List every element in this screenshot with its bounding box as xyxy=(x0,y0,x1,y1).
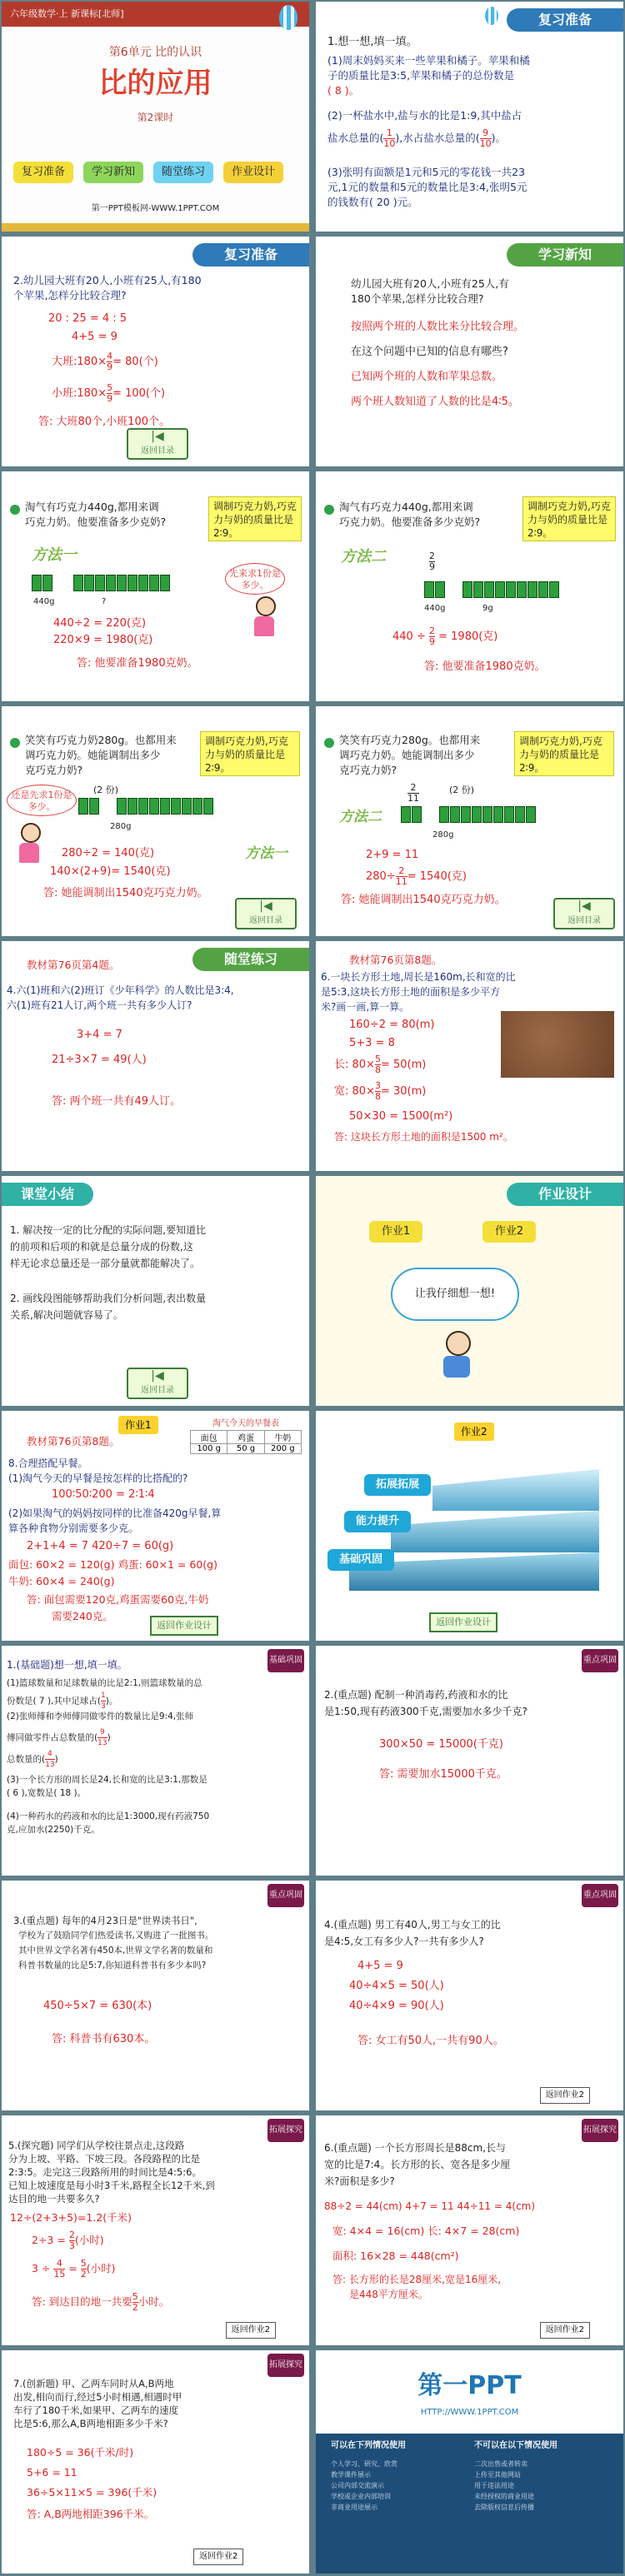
practice-tag: 随堂练习 xyxy=(192,948,309,971)
problem-line1: 6.(重点题) 一个长方形周长是88cm,长与 xyxy=(324,2142,506,2154)
item-4-line2: 克,应加水(2250)千克。 xyxy=(7,1825,100,1835)
bar-diagram xyxy=(401,806,537,823)
problem-line1: 笑笑有巧克力280g。也都用来 xyxy=(339,734,481,746)
list-item: 教学课件展示 xyxy=(331,2471,371,2479)
problem-line3: 克巧克力奶? xyxy=(339,764,398,776)
question-2-line2: 算各种食物分别需要多少克。 xyxy=(8,1522,139,1534)
back-to-menu-button[interactable]: |◀ 返回目录 xyxy=(553,898,615,929)
problem-line1: 笑笑有巧克力奶280g。也都用来 xyxy=(25,734,177,746)
answer-line2: 是448平方厘米。 xyxy=(349,2289,428,2300)
length-line: 长: 80× $\frac{5}{8}$ = 50(m) xyxy=(334,1054,427,1075)
method-label: 方法一 xyxy=(32,546,77,564)
kid-character-icon xyxy=(441,1331,474,1379)
answer-line: 答: 需要加水15000千克。 xyxy=(379,1768,508,1781)
review-tag: 复习准备 xyxy=(507,8,623,32)
play-back-icon: |◀ xyxy=(151,1369,164,1383)
back-to-homework2-button[interactable]: 返回作业2 xyxy=(193,2549,243,2565)
item-2-line2: 傅同做零件占总数量的( $\frac{9}{13}$ ) xyxy=(7,1728,111,1747)
textbook-ref: 教材第76页第8题。 xyxy=(27,1435,120,1447)
back-to-menu-button[interactable]: |◀ 返回目录 xyxy=(127,1368,188,1399)
brand-logo: 第一PPT xyxy=(418,2371,522,2400)
bullet-icon xyxy=(324,505,334,515)
ratio-hint-box: 调制巧克力奶,巧克力与奶的质量比是2∶9。 xyxy=(200,731,300,776)
table-header-row: 面包 鸡蛋 牛奶 xyxy=(190,1430,302,1444)
problem-line1: 幼儿园大班有20人,小班有25人,有 xyxy=(351,277,509,290)
answer-line: 答: 两个班一共有49人订。 xyxy=(52,1095,182,1108)
problem-title: 1.(基础题)想一想,填一填。 xyxy=(7,1659,128,1671)
list-item: 去除版权信息后传播 xyxy=(474,2504,534,2511)
item-2-line3: 总数量的( $\frac{4}{13}$ ) xyxy=(7,1750,58,1769)
problem-line2: 巧克力奶。他要准备多少克奶? xyxy=(339,516,481,528)
slide-homework-menu xyxy=(316,1176,623,1406)
parts-label: (2 份) xyxy=(93,785,119,795)
play-back-icon: |◀ xyxy=(151,430,164,443)
slide-explore-route xyxy=(2,2115,309,2345)
license-panel xyxy=(316,2434,623,2574)
back-to-homework-button[interactable]: 返回作业设计 xyxy=(150,1616,218,1636)
course-header: 六年级数学·上 新课标[北师] xyxy=(10,8,124,19)
calc-line1: 440÷2 = 220(克) xyxy=(53,617,147,630)
list-item: 未经授权的商业用途 xyxy=(474,2493,534,2500)
question-title: 1.想一想,填一填。 xyxy=(328,36,418,48)
ratio-hint-box: 调制巧克力奶,巧克力与奶的质量比是2∶9。 xyxy=(514,731,614,776)
problem-line2: 是1:50,现有药液300千克,需要加水多少千克? xyxy=(324,1706,528,1717)
summary-point2-line1: 2. 画线段图能够帮助我们分析问题,表出数量 xyxy=(10,1293,207,1304)
area-line: 50×30 = 1500(m²) xyxy=(349,1110,453,1123)
problem-line4: 已知上坡速度是每小时3千米,路程全长12千米,到 xyxy=(8,2180,215,2191)
allowed-heading: 可以在下列情况使用 xyxy=(331,2441,406,2450)
back-to-homework2-button[interactable]: 返回作业2 xyxy=(540,2087,590,2104)
allowed-list xyxy=(331,2459,464,2513)
problem-line3: 米?面积是多少? xyxy=(324,2175,395,2187)
q1-answer: ( 8 )。 xyxy=(328,84,360,97)
bullet-icon xyxy=(10,738,20,748)
answer-line1: 按照两个班的人数比来分比较合理。 xyxy=(351,321,525,333)
slide-basic-consolidation xyxy=(2,1646,309,1876)
problem-line2: 宽的比是7:4。长方形的长、宽各是多少厘 xyxy=(324,2159,511,2170)
small-class-line: 小班:180× $\frac{5}{9}$ = 100(个) xyxy=(52,382,166,404)
calc-line1: 2+9 = 11 xyxy=(366,849,419,861)
question-2-line1: (2)如果淘气的妈妈按同样的比准备420g早餐,算 xyxy=(8,1507,222,1519)
ratio-line: 20 : 25 = 4 : 5 xyxy=(48,312,128,325)
item-2-line1: (2)张师傅和李师傅同做零件的数量比是9:4,张师 xyxy=(7,1712,194,1721)
hint-bubble: 还是先求1份是多少。 xyxy=(7,785,77,816)
slide-key-workers xyxy=(316,1881,623,2110)
calc-line1: 4+5 = 9 xyxy=(358,1960,403,1972)
unit-title: 第6单元 比的认识 xyxy=(108,46,202,59)
calc-line2: 宽: 4×4 = 16(cm) 长: 4×7 = 28(cm) xyxy=(332,2225,520,2237)
q2-line2: 盐水总量的( $\frac{1}{10}$ ),水占盐水总量的( $\frac{9}{10}$ )。 xyxy=(328,127,507,149)
key-tag: 重点巩固 xyxy=(582,1649,618,1672)
slide-method-two-choco xyxy=(316,706,623,936)
problem-line2: 调巧克力奶。她能调制出多少 xyxy=(339,749,475,761)
table-title: 淘气今天的早餐表 xyxy=(212,1419,279,1428)
answer-2-line2: 面包: 60×2 = 120(g) 鸡蛋: 60×1 = 60(g) xyxy=(8,1558,218,1571)
summary-point1-line3: 样无论求总量还是一部分量就都能解决了。 xyxy=(10,1258,201,1269)
answer-line: 答: 女工有50人,一共有90人。 xyxy=(358,2035,504,2047)
q3-line3: 的钱数有( 20 )元。 xyxy=(328,196,418,208)
textbook-ref: 教材第76页第8题。 xyxy=(349,954,442,966)
review-tag: 复习准备 xyxy=(192,243,309,267)
q3-line2: 元,1元的数量和5元的数量比是3:4,张明5元 xyxy=(328,181,528,193)
back-to-homework-button[interactable]: 返回作业设计 xyxy=(429,1612,498,1632)
problem-line5: 达目的地一共要多久? xyxy=(8,2193,100,2205)
problem-line4: 比是5:6,那么A,B两地相距多少千米? xyxy=(13,2418,168,2429)
unknown-label: ? xyxy=(102,597,107,606)
problem-line1: 5.(探究题) 同学们从学校往景点走,这段路 xyxy=(8,2140,185,2151)
problem-line1: 7.(创新题) 甲、乙两车同时从A,B两地 xyxy=(13,2378,174,2389)
answer-line: 答: 他要准备1980克奶。 xyxy=(424,660,546,673)
homework-2-button[interactable]: 作业2 xyxy=(482,1221,536,1243)
extension-button[interactable]: 拓展拓展 xyxy=(364,1474,431,1496)
calc-line: 300×50 = 15000(千克) xyxy=(379,1738,503,1751)
calc-line2: 220×9 = 1980(克) xyxy=(53,634,153,646)
calc-line2: 21÷3×7 = 49(人) xyxy=(52,1054,147,1066)
answer-line1: 答: 长方形的长是28厘米,宽是16厘米, xyxy=(332,2274,502,2285)
list-item: 公司内部交流演示 xyxy=(331,2482,384,2489)
calc-line: 440 ÷ $\frac{2}{9}$ = 1980(克) xyxy=(392,625,498,647)
calc-line2: 40÷4×5 = 50(人) xyxy=(349,1980,444,1992)
summary-point2-line2: 关系,解决问题就容易了。 xyxy=(10,1309,123,1321)
parts-label: (2 份) xyxy=(449,785,475,795)
problem-line3: 2:3:5。走完这三段路所用的时间比是4:5:6。 xyxy=(8,2166,202,2178)
weight-label: 280g xyxy=(110,822,132,831)
answer-line: 答: 到达目的地一共要 $\frac{5}{2}$ 小时。 xyxy=(32,2291,170,2313)
calc-line1: 180÷5 = 36(千米/时) xyxy=(27,2446,134,2459)
key-tag: 重点巩固 xyxy=(268,1884,304,1907)
sum-line: 4+5 = 9 xyxy=(72,331,118,343)
answer-line: 答: 她能调制出1540克巧克力奶。 xyxy=(43,887,208,899)
problem-line1: 淘气有巧克力440g,都用来调 xyxy=(339,501,473,513)
item-1-line2: 份数是( 7 ),其中足球占( $\frac{1}{3}$ )。 xyxy=(7,1692,118,1711)
calc-line1: 280÷2 = 140(克) xyxy=(62,847,155,859)
q1-line2: 子的质量比是3:5,苹果和橘子的总份数是 xyxy=(328,69,515,82)
explore-tag: 拓展探究 xyxy=(268,2354,304,2377)
list-item: 学校或企业内部培训 xyxy=(331,2493,391,2500)
answer-line: 答: 科普书有630本。 xyxy=(52,2033,156,2045)
ability-button[interactable]: 能力提升 xyxy=(344,1511,411,1532)
homework-tag: 作业设计 xyxy=(507,1183,623,1206)
ratio-hint-box: 调制巧克力奶,巧克力与奶的质量比是2∶9。 xyxy=(522,496,616,541)
girl-character-icon xyxy=(252,596,277,636)
slide-method-one-choco xyxy=(2,706,309,936)
problem-line1: 淘气有巧克力440g,都用来调 xyxy=(25,501,159,513)
lesson-title: 比的应用 xyxy=(98,67,212,100)
width-line: 宽: 80× $\frac{3}{8}$ = 30(m) xyxy=(334,1080,427,1102)
lesson-number: 第2课时 xyxy=(137,112,174,123)
calc-line3: 36÷5×11×5 = 396(千米) xyxy=(27,2486,158,2499)
method-label: 方法二 xyxy=(339,809,382,825)
problem-line2: 调巧克力奶。她能调制出多少 xyxy=(25,749,161,761)
answer-line2: 已知两个班的人数和苹果总数。 xyxy=(351,371,503,383)
problem-line2: 六(1)班有21人订,两个班一共有多少人订? xyxy=(7,999,192,1011)
weight-label: 280g xyxy=(432,830,454,840)
answer-line: 答: 他要准备1980克奶。 xyxy=(77,657,198,670)
calc-line1: 160÷2 = 80(m) xyxy=(349,1019,435,1031)
calc-line2: 280÷ $\frac{2}{11}$ = 1540(克) xyxy=(366,865,467,887)
homework-1-button[interactable]: 作业1 xyxy=(369,1221,422,1243)
weight-label: 440g xyxy=(33,597,55,606)
problem-line3: 克巧克力奶? xyxy=(25,764,83,776)
slide-title xyxy=(2,2,309,232)
answer-2-line1: 2+1+4 = 7 420÷7 = 60(g) xyxy=(27,1540,174,1552)
weight-label: 440g xyxy=(424,604,446,613)
calc-line3: 40÷4×9 = 90(人) xyxy=(349,2000,444,2012)
bullet-icon xyxy=(324,738,334,748)
problem-line1: 2.(重点题) 配制一种消毒药,药液和水的比 xyxy=(324,1689,508,1701)
method-label: 方法一 xyxy=(245,845,288,862)
back-to-menu-button[interactable]: |◀ 返回目录 xyxy=(235,898,297,929)
calc-line2: 5+3 = 8 xyxy=(349,1037,395,1049)
slide-homework-1 xyxy=(2,1411,309,1641)
textbook-ref: 教材第76页第4题。 xyxy=(27,959,120,971)
q2-line1: (2)一杯盐水中,盐与水的比是1:9,其中盐占 xyxy=(328,109,522,122)
problem-line3: 其中世界文学名著有450本,世界文学名著的数量和 xyxy=(18,1946,213,1956)
method-label: 方法二 xyxy=(341,548,386,566)
question-1: (1)淘气今天的早餐是按怎样的比搭配的? xyxy=(8,1472,188,1484)
field-photo xyxy=(501,1011,614,1078)
list-item: 二次出售或者转卖 xyxy=(474,2460,528,2468)
ratio-hint-box: 调制巧克力奶,巧克力与奶的质量比是2∶9。 xyxy=(208,496,302,541)
problem-line2: 出发,相向而行,经过5小时相遇,相遇时甲 xyxy=(13,2391,182,2403)
problem-line2: 是5:3,这块长方形土地的面积是多少平方 xyxy=(321,986,501,998)
explore-tag: 拓展探究 xyxy=(582,2119,618,2142)
diagram-fraction: $\frac{2}{9}$ xyxy=(429,551,435,572)
balloon-icon xyxy=(279,5,298,30)
slide-new-knowledge xyxy=(316,237,623,466)
list-item: 上传至其他网站 xyxy=(474,2471,521,2479)
forbidden-list xyxy=(474,2459,608,2513)
answer-line: 答: 她能调制出1540克巧克力奶。 xyxy=(341,894,506,906)
thinking-cloud: 让我仔细想一想! xyxy=(391,1268,519,1321)
calc-line2: 2÷3 = $\frac{2}{3}$ (小时) xyxy=(32,2230,104,2251)
slide-practice-land xyxy=(316,941,623,1171)
answer-line3: 两个班人数知道了人数的比是4∶5。 xyxy=(351,396,519,408)
calc-line2: 5+6 = 11 xyxy=(27,2466,78,2479)
summary-tag: 课堂小结 xyxy=(2,1183,93,1206)
stair-step-3 xyxy=(432,1469,599,1511)
question-line1: 2.幼儿园大班有20人,小班有25人,有180 xyxy=(13,274,202,286)
problem-line3: 米?画一画,算一算。 xyxy=(321,1001,410,1013)
bullet-icon xyxy=(10,505,20,515)
new-knowledge-tag: 学习新知 xyxy=(507,243,623,267)
question-line: 在这个问题中已知的信息有哪些? xyxy=(351,346,508,358)
answer-line: 答: 这块长方形土地的面积是1500 m²。 xyxy=(334,1131,513,1143)
summary-point1-line1: 1. 解决按一定的比分配的实际问题,要知道比 xyxy=(10,1224,207,1236)
problem-line2: 180个苹果,怎样分比较合理? xyxy=(351,292,484,305)
diagram-fraction: $\frac{2}{11}$ xyxy=(408,782,419,804)
back-to-menu-button[interactable]: |◀ 返回目录 xyxy=(127,428,188,460)
bar-diagram xyxy=(32,575,171,591)
problem-line2: 分为上坡、平路、下坡三段。各段路程的比是 xyxy=(8,2153,200,2165)
summary-point1-line2: 的前项和后项的和就是总量分成的份数,这 xyxy=(10,1241,193,1253)
homework-button[interactable]: 作业设计 xyxy=(223,162,283,183)
answer-1: 100∶50∶200 = 2∶1∶4 xyxy=(52,1488,155,1501)
problem-line1: 3.(重点题) 每年的4月23日是"世界读书日", xyxy=(13,1915,198,1926)
slide-review-fill xyxy=(316,2,623,232)
list-item: 非商业用途展示 xyxy=(331,2504,378,2511)
problem-line2: 是4:5,女工有多少人?一共有多少人? xyxy=(324,1936,484,1947)
slide-key-books xyxy=(2,1881,309,2110)
big-class-line: 大班:180× $\frac{4}{9}$ = 80(个) xyxy=(52,351,158,372)
balloon-icon xyxy=(485,7,498,25)
list-item: 用于违法用途 xyxy=(474,2482,514,2489)
practice-button[interactable]: 随堂练习 xyxy=(153,162,213,183)
basic-tag: 基础巩固 xyxy=(268,1649,304,1672)
problem-line2: 学校为了鼓励同学们热爱读书,又购进了一批图书。 xyxy=(18,1931,214,1941)
homework-1-note: 作业1 xyxy=(118,1416,158,1434)
slide-homework-2-menu xyxy=(316,1411,623,1641)
slide-explore-cars xyxy=(2,2350,309,2574)
answer-line2: 需要240克。 xyxy=(52,1610,113,1622)
calc-line2: 140×(2+9)= 1540(克) xyxy=(50,865,171,878)
problem-line1: 6.一块长方形土地,周长是160m,长和宽的比 xyxy=(321,971,516,983)
back-to-homework2-button[interactable]: 返回作业2 xyxy=(540,2322,590,2339)
slide-method-one-milk xyxy=(2,471,309,701)
homework-2-note: 作业2 xyxy=(454,1423,494,1441)
answer-line1: 答: 面包需要120克,鸡蛋需要60克,牛奶 xyxy=(27,1593,209,1606)
list-item: 个人学习、研究、欣赏 xyxy=(331,2460,398,2468)
slide-key-disinfectant xyxy=(316,1646,623,1876)
item-1-line1: (1)篮球数量和足球数量的比是2:1,则篮球数量的总 xyxy=(7,1678,202,1688)
problem-line4: 科普书数量的比是5:7,你知道科普书有多少本吗? xyxy=(18,1961,207,1971)
explore-tag: 拓展探究 xyxy=(268,2119,304,2142)
item-4-line1: (4)一种药水的药液和水的比是1:3000,现有药液750 xyxy=(7,1811,210,1821)
hint-bubble: 先来求1份是多少。 xyxy=(225,563,285,595)
calc-line: 450÷5×7 = 630(本) xyxy=(43,2000,152,2012)
calc-line1: 3+4 = 7 xyxy=(77,1029,122,1041)
item-3-line1: (3)一个长方形的周长是24,长和宽的比是3:1,那数是 xyxy=(7,1775,208,1785)
calc-line3: 面积: 16×28 = 448(cm²) xyxy=(332,2250,459,2262)
unit-label: 9g xyxy=(482,604,493,613)
site-credit: 第一PPT模板网-WWW.1PPT.COM xyxy=(91,204,220,213)
slide-practice-subscriptions xyxy=(2,941,309,1171)
basic-button[interactable]: 基础巩固 xyxy=(328,1549,394,1571)
bar-diagram xyxy=(424,581,560,598)
bar-diagram xyxy=(78,798,214,815)
review-button[interactable]: 复习准备 xyxy=(13,162,73,183)
slide-brand xyxy=(316,2350,623,2574)
breakfast-table xyxy=(190,1416,302,1454)
problem-title: 8.合理搭配早餐。 xyxy=(8,1457,88,1469)
calc-line1: 88÷2 = 44(cm) 4+7 = 11 44÷11 = 4(cm) xyxy=(324,2200,536,2212)
new-knowledge-button[interactable]: 学习新知 xyxy=(83,162,143,183)
play-back-icon: |◀ xyxy=(259,899,272,913)
back-to-homework2-button[interactable]: 返回作业2 xyxy=(226,2322,276,2339)
problem-line2: 巧克力奶。他要准备多少克奶? xyxy=(25,516,167,528)
q1-line1: (1)周末妈妈买来一些苹果和橘子。苹果和橘 xyxy=(328,54,530,67)
slide-review-apples xyxy=(2,237,309,466)
brand-url: HTTP://WWW.1PPT.COM xyxy=(420,2408,519,2417)
footer-band xyxy=(2,223,309,232)
problem-line1: 4.(重点题) 男工有40人,男工与女工的比 xyxy=(324,1919,501,1931)
key-tag: 重点巩固 xyxy=(582,1884,618,1907)
answer-2-line3: 牛奶: 60×4 = 240(g) xyxy=(8,1575,115,1587)
calc-line1: 12÷(2+3+5)=1.2(千米) xyxy=(10,2211,132,2224)
item-3-line2: ( 6 ),宽数是( 18 )。 xyxy=(7,1788,87,1798)
problem-line1: 4.六(1)班和六(2)班订《少年科学》的人数比是3:4, xyxy=(7,984,234,996)
stair-step-2 xyxy=(391,1511,599,1552)
slide-summary xyxy=(2,1176,309,1406)
forbidden-heading: 不可以在以下情况使用 xyxy=(474,2441,558,2450)
problem-line3: 车行了180千米,如果甲、乙两车的速度 xyxy=(13,2404,179,2416)
calc-line3: 3 ÷ $\frac{4}{15}$ = $\frac{5}{2}$ (小时) xyxy=(32,2258,116,2280)
slide-explore-rectangle xyxy=(316,2115,623,2345)
answer-line: 答: A,B两地相距396千米。 xyxy=(27,2508,155,2520)
q3-line1: (3)张明有面额是1元和5元的零花钱一共23 xyxy=(328,166,526,178)
girl-character-icon xyxy=(17,823,42,863)
question-line2: 个苹果,怎样分比较合理? xyxy=(13,289,127,301)
answer-line: 答: 大班80个,小班100个。 xyxy=(38,416,170,428)
table-value-row: 100 g 50 g 200 g xyxy=(190,1444,302,1454)
play-back-icon: |◀ xyxy=(578,899,591,913)
slide-method-two-milk xyxy=(316,471,623,701)
